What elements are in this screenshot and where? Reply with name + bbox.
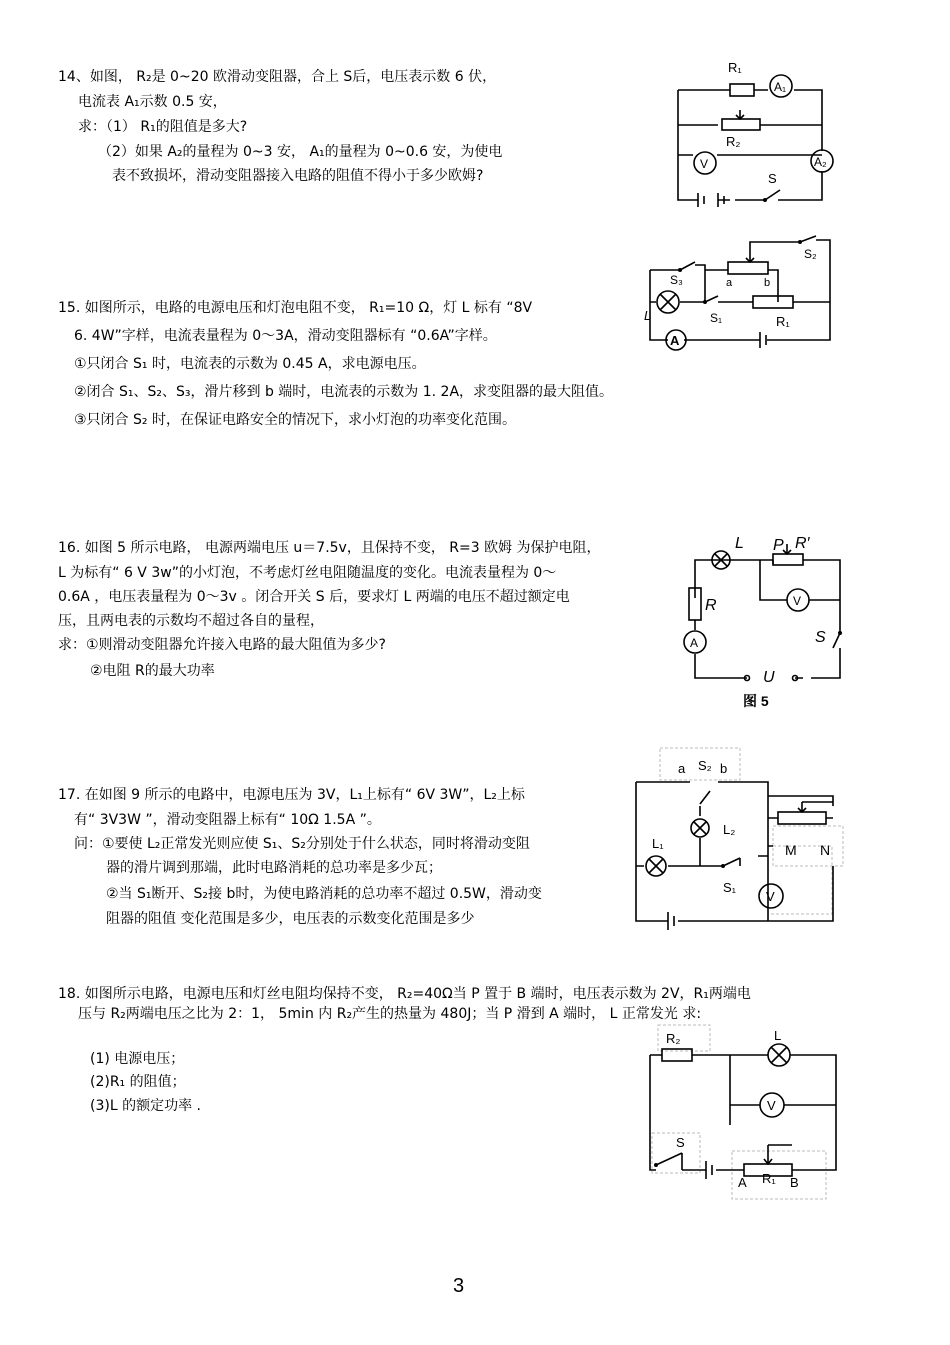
q18-line-3: (1) 电源电压；	[90, 1051, 185, 1067]
q14-line-1: 14、如图， R₂是 0~20 欧滑动变阻器，合上 S后，电压表示数 6 伏，	[58, 69, 497, 85]
q15-line-2: 6. 4W”字样，电流表量程为 0～3A，滑动变阻器标有 “0.6A”字样。	[74, 328, 497, 344]
q16-line-1: 16. 如图 5 所示电路， 电源两端电压 u＝7.5v，且保持不变， R=3 欧姆 为保护电阻，	[58, 540, 601, 556]
q18-circuit-diagram	[640, 1025, 850, 1200]
q14-line-3: 求：（1） R₁的阻值是多大?	[78, 119, 248, 135]
q16-label-s: S	[815, 629, 826, 646]
q18-label-a: A	[738, 1175, 747, 1190]
q16-line-6: ②电阻 R的最大功率	[90, 663, 215, 679]
q16-label-l: L	[735, 535, 744, 552]
q15-label-r1: R₁	[776, 314, 790, 329]
q17-line-2: 有“ 3V3W ”，滑动变阻器上标有“ 10Ω 1.5A ”。	[74, 812, 381, 828]
q18-line-4: (2)R₁ 的阻值；	[90, 1074, 186, 1090]
q14-label-r2: R₂	[726, 134, 741, 149]
q14-label-s: S	[768, 171, 777, 186]
q14-label-a1: A₁	[774, 80, 787, 94]
q15-resistor-r1	[753, 296, 793, 308]
q16-figure-caption: 图 5	[743, 693, 769, 709]
q14-switch	[765, 190, 780, 200]
q14-label-v: V	[700, 157, 709, 171]
q15-line-4: ②闭合 S₁、S₂、S₃，滑片移到 b 端时，电流表的示数为 1. 2A，求变阻器的最大阻值。	[74, 384, 614, 400]
q16-label-p: P	[773, 537, 784, 554]
q18-label-l: L	[774, 1028, 782, 1043]
q16-switch-s	[833, 633, 840, 648]
q18-line-2: 压与 R₂两端电压之比为 2：1， 5min 内 R₂产生的热量为 480J；当 P 滑到 A 端时， L 正常发光 求:	[78, 1006, 702, 1022]
q17-line-1: 17. 在如图 9 所示的电路中，电源电压为 3V，L₁上标有“ 6V 3W”，L₂上标	[58, 787, 525, 803]
q18-label-s: S	[676, 1135, 685, 1150]
q17-label-n: N	[820, 842, 831, 858]
q14-resistor-r1	[730, 84, 754, 96]
q16-label-v: V	[793, 594, 802, 608]
q15-label-s2: S₂	[804, 247, 817, 261]
q17-rheostat	[778, 812, 826, 824]
q18-battery	[706, 1161, 712, 1179]
q16-line-4: 压，且两电表的示数均不超过各自的量程，	[58, 613, 324, 629]
q16-rheostat	[773, 554, 803, 565]
q16-line-3: 0.6A ，电压表量程为 0～3v 。闭合开关 S 后，要求灯 L 两端的电压不超过额定电	[58, 589, 570, 605]
q17-label-b: b	[720, 761, 728, 776]
q16-label-r: R	[705, 597, 717, 614]
q15-circuit-diagram	[640, 232, 840, 357]
q17-line-3: 问：①要使 L₂正常发光则应使 S₁、S₂分别处于什么状态，同时将滑动变阻	[74, 836, 530, 852]
q15-line-1: 15. 如图所示，电路的电源电压和灯泡电阻不变， R₁=10 Ω，灯 L 标有 “8V	[58, 300, 533, 316]
q16-circuit-diagram	[675, 530, 855, 715]
q17-label-v: V	[766, 889, 775, 904]
q18-label-r1: R₁	[762, 1171, 776, 1186]
q14-label-r1: R₁	[728, 60, 742, 75]
q14-line-2: 电流表 A₁示数 0.5 安，	[78, 94, 227, 110]
q17-line-6: 阻器的阻值 变化范围是多少，电压表的示数变化范围是多少	[106, 911, 475, 927]
q14-line-4: （2）如果 A₂的量程为 0~3 安， A₁的量程为 0~0.6 安，为使电	[98, 144, 503, 160]
q15-label-s3: S₃	[670, 273, 683, 287]
q15-rheostat	[728, 262, 768, 274]
q16-label-u: U	[763, 669, 775, 686]
q16-label-a: A	[690, 636, 699, 650]
q18-switch-s	[656, 1153, 682, 1170]
q18-label-r2: R₂	[666, 1031, 681, 1046]
q17-label-m: M	[785, 842, 797, 858]
q15-battery	[760, 332, 766, 348]
q15-line-3: ①只闭合 S₁ 时，电流表的示数为 0.45 A，求电源电压。	[74, 356, 426, 372]
q17-label-s2: S₂	[698, 758, 712, 773]
q15-label-b: b	[764, 277, 771, 289]
q16-line-5: 求：①则滑动变阻器允许接入电路的最大阻值为多少?	[58, 637, 386, 653]
q18-label-b: B	[790, 1175, 799, 1190]
q14-rheostat-r2	[722, 119, 760, 130]
q17-label-s1: S₁	[723, 880, 737, 895]
q18-line-5: (3)L 的额定功率 .	[90, 1098, 201, 1114]
q14-line-5: 表不致损坏，滑动变阻器接入电路的阻值不得小于多少欧姆?	[112, 168, 484, 184]
q15-switch-s2	[800, 236, 816, 242]
q18-label-v: V	[767, 1098, 776, 1113]
q15-switch-s3	[680, 262, 695, 270]
q18-line-1: 18. 如图所示电路，电源电压和灯丝电阻均保持不变， R₂=40Ω当 P 置于 B 端时，电压表示数为 2V，R₁两端电	[58, 986, 751, 1002]
q16-label-rp: R′	[795, 535, 810, 552]
page-number: 3	[453, 1275, 465, 1297]
q15-label-a-meter: A	[670, 333, 680, 348]
q15-line-5: ③只闭合 S₂ 时，在保证电路安全的情况下，求小灯泡的功率变化范围。	[74, 412, 516, 428]
q17-label-a: a	[678, 761, 686, 776]
q17-circuit-diagram	[628, 746, 848, 936]
q17-label-l1: L₁	[652, 836, 664, 851]
q17-label-l2: L₂	[723, 822, 736, 837]
q14-label-a2: A₂	[814, 155, 827, 169]
q17-line-5: ②当 S₁断开、S₂接 b时，为使电路消耗的总功率不超过 0.5W，滑动变	[106, 886, 542, 902]
q15-label-a: a	[726, 277, 733, 289]
q14-circuit-diagram	[660, 55, 840, 210]
q15-label-s1: S₁	[710, 311, 723, 325]
q15-label-l: L	[644, 308, 652, 323]
q17-battery	[668, 912, 674, 930]
q17-line-4: 器的滑片调到那端，此时电路消耗的总功率是多少瓦；	[106, 860, 442, 876]
q16-line-2: L 为标有“ 6 V 3w”的小灯泡，不考虑灯丝电阻随温度的变化。电流表量程为 0～	[58, 565, 557, 581]
